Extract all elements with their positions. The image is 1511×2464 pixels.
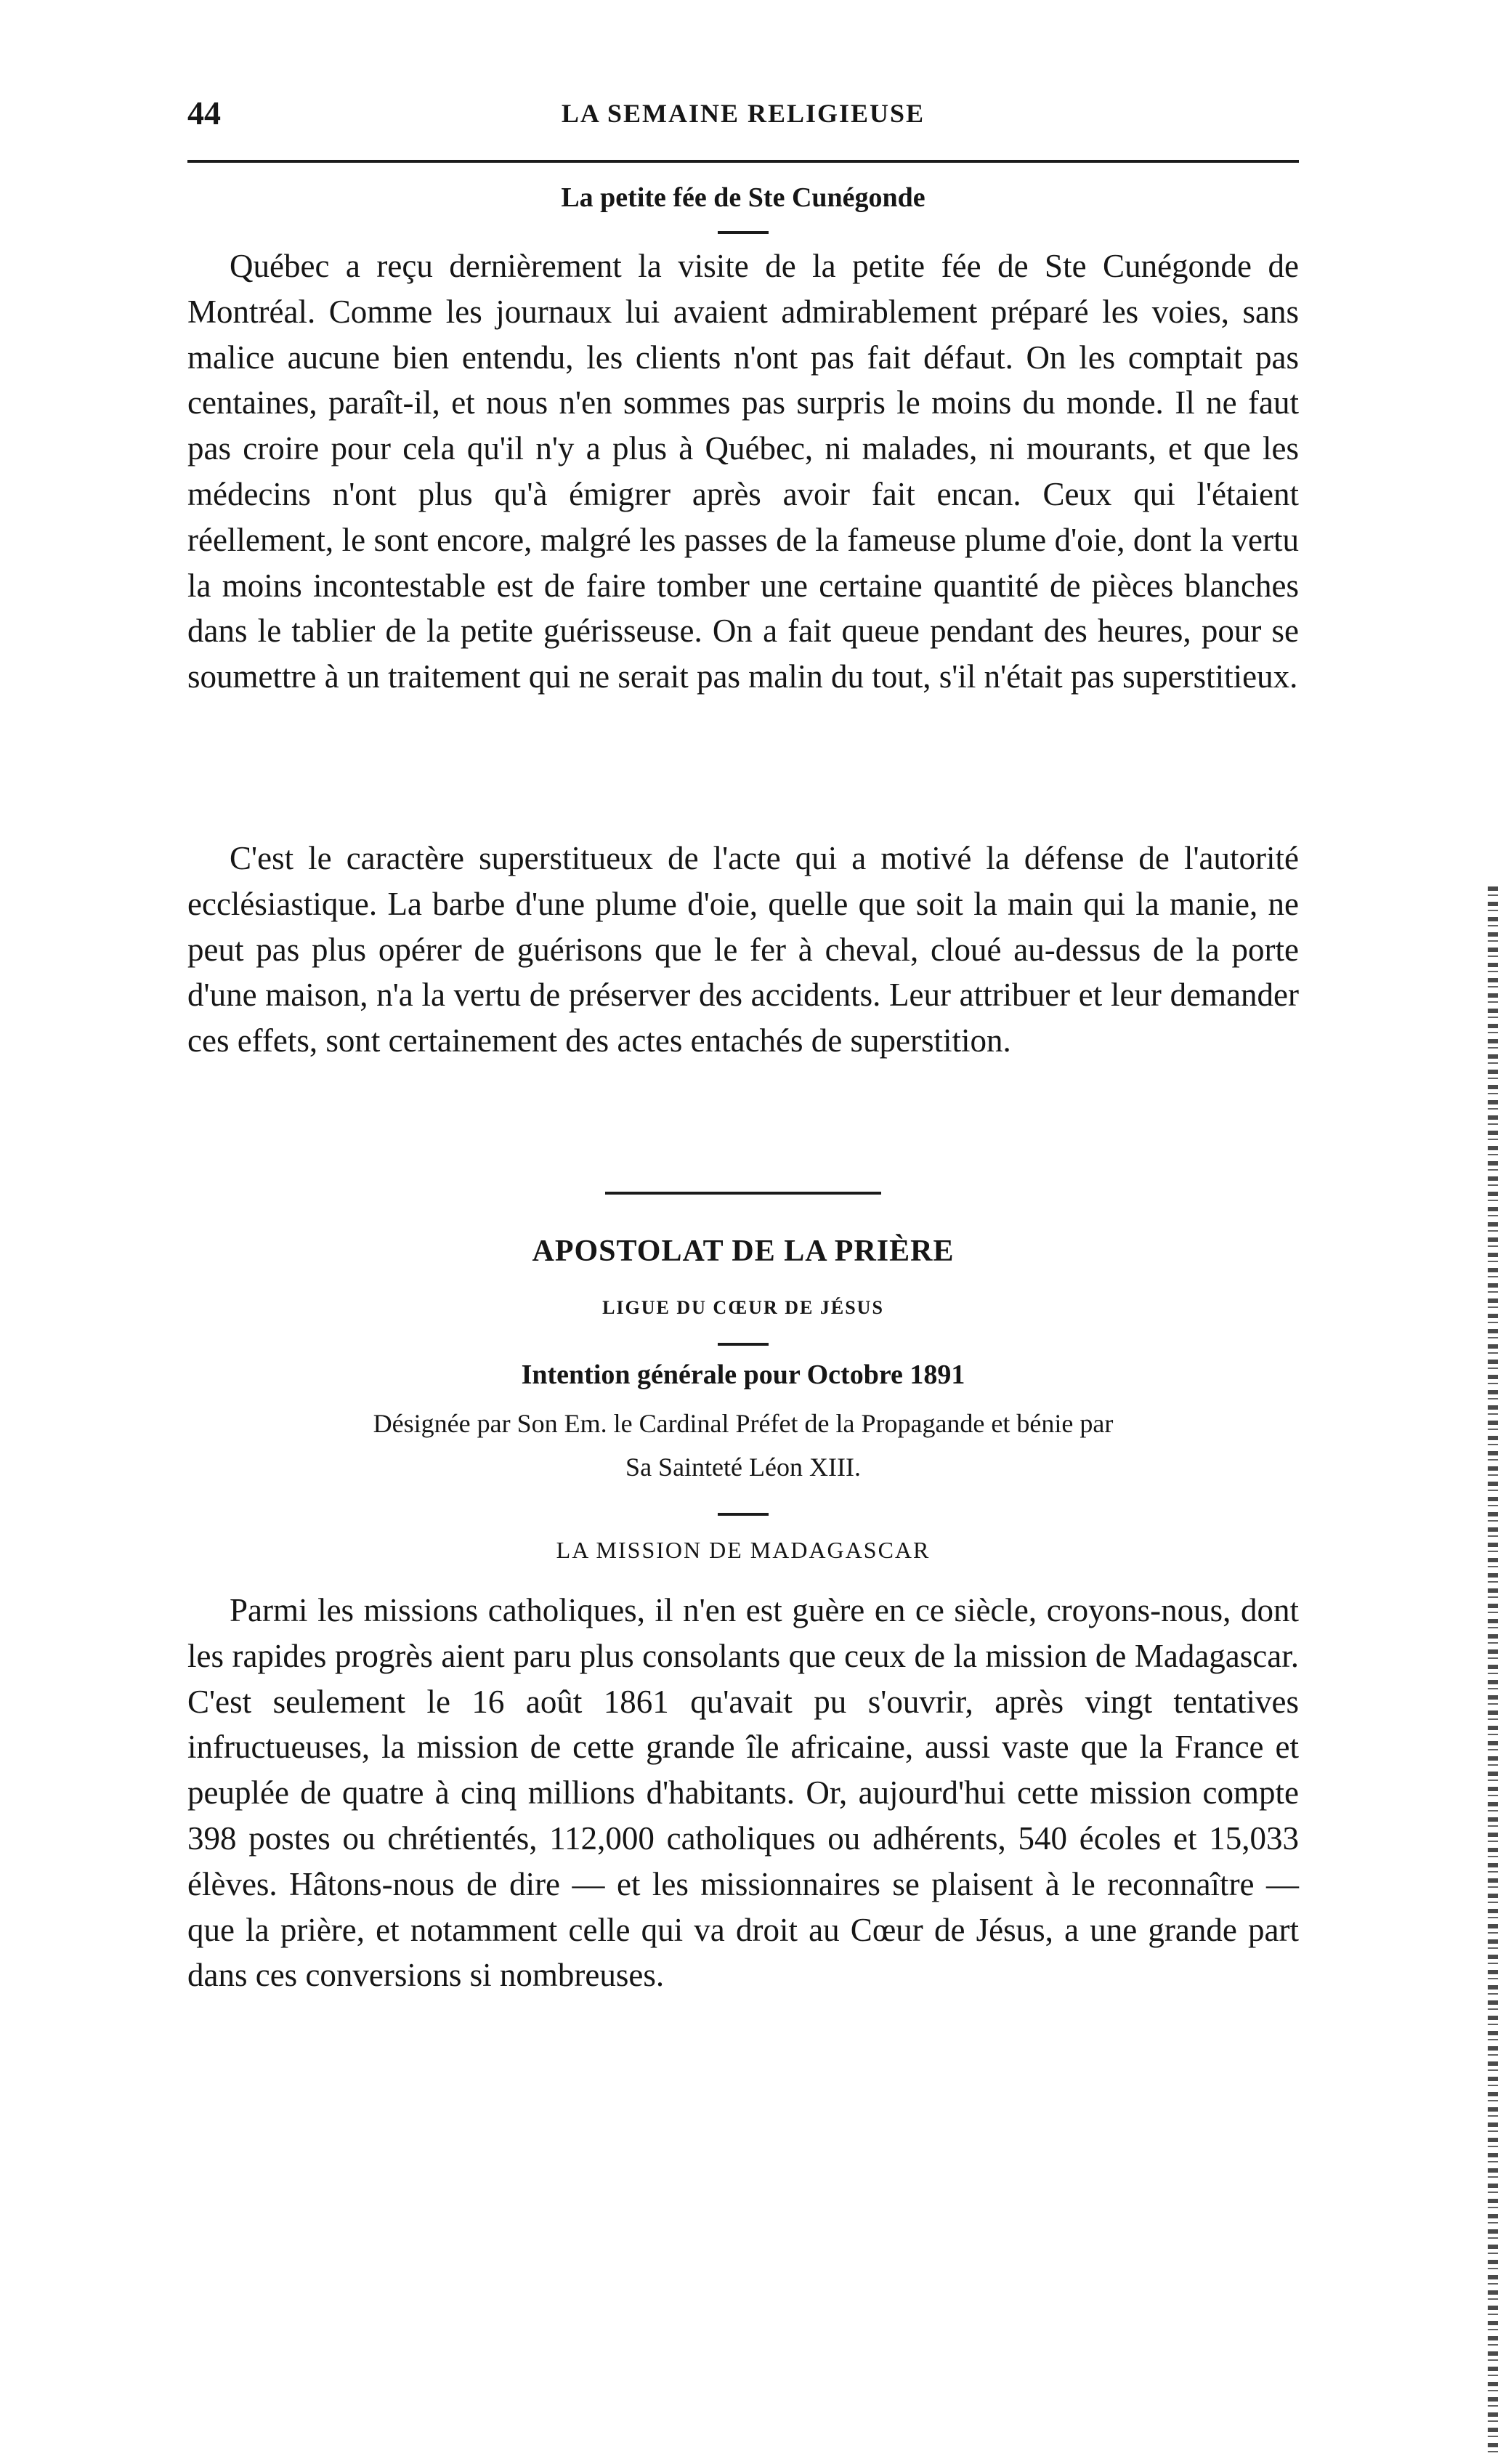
page-number: 44 xyxy=(187,94,221,132)
subheading: LIGUE DU CŒUR DE JÉSUS xyxy=(602,1297,884,1318)
section-heading: APOSTOLAT DE LA PRIÈRE xyxy=(532,1235,955,1268)
header-rule xyxy=(187,160,1299,163)
running-title: LA SEMAINE RELIGIEUSE xyxy=(561,99,925,128)
divider xyxy=(718,1343,769,1346)
page-header xyxy=(187,91,1299,149)
article-paragraph: Parmi les missions catholiques, il n'en est guère en ce siècle, croyons-nous, dont les rapides progrès aient paru plus consolants que ceux de la mission de Madagascar. C'est seulement le 16 août 1861 qu'avait pu s'ouvrir, après vingt tentatives infructueuses, la mission de cette grande île africaine, aussi vaste que la France et peuplée de quatre à cinq millions d'habitants. Or, aujourd'hui cette mission compte 398 postes ou chrétientés, 112,000 catholiques ou adhérents, 540 écoles et 15,033 élèves. Hâtons-nous de dire — et les missionnaires se plaisent à le reconnaître — que la prière, et notamment celle qui va droit au Cœur de Jésus, a une grande part dans ces conversions si nombreuses. xyxy=(187,1592,1299,1994)
article-title: La petite fée de Ste Cunégonde xyxy=(561,182,925,213)
divider xyxy=(718,231,769,234)
article-paragraph: Québec a reçu dernièrement la visite de la petite fée de Ste Cunégonde de Montréal. Comme les journaux lui avaient admirablement préparé les voies, sans malice aucune bien entendu, les clients n'ont pas fait défaut. On les comptait pas centaines, paraît-il, et nous n'en sommes pas surpris le moins du monde. Il ne faut pas croire pour cela qu'il n'y a plus à Québec, ni malades, ni mourants, et que les médecins n'ont plus qu'à émigrer après avoir fait encan. Ceux qui l'étaient réellement, le sont encore, malgré les passes de la fameuse plume d'oie, dont la vertu la moins incontestable est de faire tomber une certaine quantité de pièces blanches dans le tablier de la petite guérisseuse. On a fait queue pendant des heures, pour se soumettre à un traitement qui ne serait pas malin du tout, s'il n'était pas superstitieux. xyxy=(187,248,1299,695)
article-paragraph: C'est le caractère superstitueux de l'acte qui a motivé la défense de l'autorité ecclésiastique. La barbe d'une plume d'oie, quelle que soit la main qui la manie, ne peut pas plus opérer de guérisons que le fer à cheval, cloué au-dessus de la porte d'une maison, n'a la vertu de préserver des accidents. Leur attribuer et leur demander ces effets, sont certainement des actes entachés de superstition. xyxy=(187,840,1299,1059)
divider xyxy=(718,1513,769,1516)
scan-edge xyxy=(1488,886,1498,2456)
section-subtitle: LA MISSION DE MADAGASCAR xyxy=(556,1537,931,1563)
designation-line: Sa Sainteté Léon XIII. xyxy=(625,1453,861,1482)
designation-line: Désignée par Son Em. le Cardinal Préfet de la Propagande et bénie par xyxy=(373,1409,1114,1438)
intention-heading: Intention générale pour Octobre 1891 xyxy=(521,1360,965,1390)
section-divider xyxy=(605,1192,881,1195)
